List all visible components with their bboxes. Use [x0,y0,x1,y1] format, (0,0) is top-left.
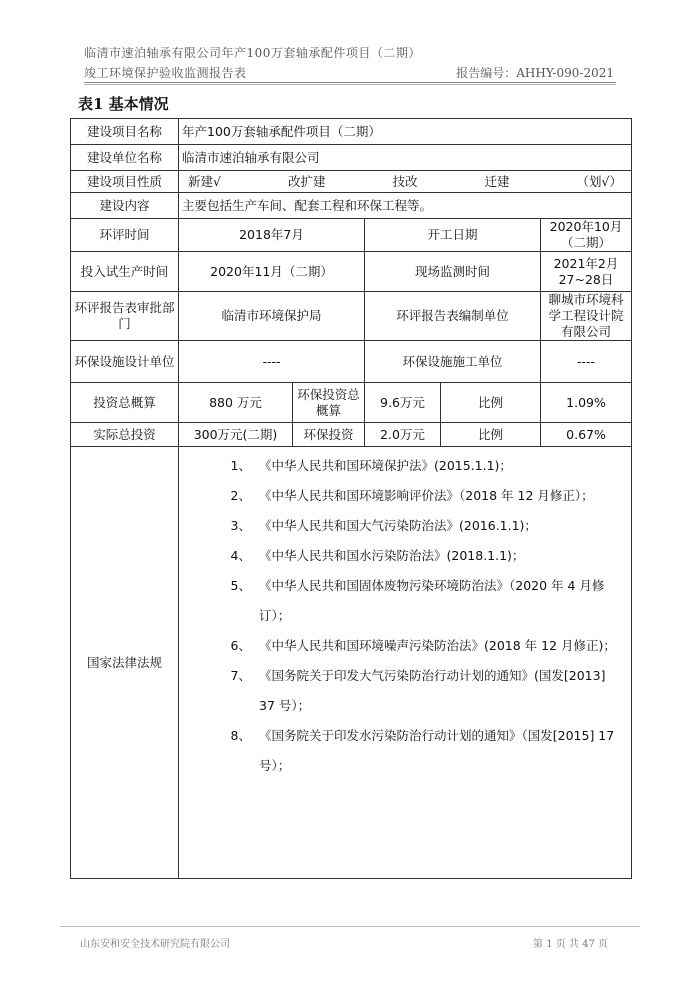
law-item [179,661,621,721]
nature-option: 新建√ [188,173,221,189]
ratio-value: 0.67% [541,423,632,447]
design-value: ---- [179,341,365,383]
footer-organization: 山东安和安全技术研究院有限公司 [80,939,230,950]
table-row [71,383,632,423]
nature-option: 改扩建 [287,173,326,189]
nature-options [179,171,632,193]
law-number: 8、 [230,728,251,743]
content-label: 建设内容 [71,193,179,219]
construct-value: ---- [541,341,632,383]
compile-label: 环评报告表编制单位 [365,292,541,341]
table-row [71,193,632,219]
trial-value: 2020年11月（二期） [179,252,365,292]
nature-option: 技改 [392,173,418,189]
table-row [71,171,632,193]
laws-label: 国家法律法规 [71,447,179,879]
content-value: 主要包括生产车间、配套工程和环保工程等。 [179,193,632,219]
law-number: 7、 [230,668,251,683]
design-label: 环保设施设计单位 [71,341,179,383]
table-row [71,119,632,145]
header-divider [84,82,616,83]
actual-label: 实际总投资 [71,423,179,447]
header-report-number: 报告编号：AHHY-090-2021 [456,66,614,80]
basic-info-table [70,118,632,879]
law-item [179,451,621,481]
table-title: 表1 基本情况 [78,95,169,113]
law-text: 《中华人民共和国环境保护法》(2015.1.1)； [259,458,512,473]
env-invest-label: 环保投资 [293,423,365,447]
law-number: 4、 [230,548,251,563]
unit-label: 建设单位名称 [71,145,179,171]
law-item [179,481,621,511]
law-item [179,721,621,781]
footer-page-number: 第 1 页 共 47 页 [533,939,608,950]
law-text: 《国务院关于印发大气污染防治行动计划的通知》(国发[2013] 37 号）； [259,668,606,713]
law-text: 《中华人民共和国大气污染防治法》(2016.1.1)； [259,518,537,533]
table-row [71,292,632,341]
law-text: 《中华人民共和国环境噪声污染防治法》(2018 年 12 月修正)； [259,638,616,653]
law-text: 《国务院关于印发水污染防治行动计划的通知》（国发[2015] 17 号）； [259,728,615,773]
ratio-label: 比例 [441,383,541,423]
approve-value: 临清市环境保护局 [179,292,365,341]
ratio-value: 1.09% [541,383,632,423]
table-row [71,219,632,252]
law-item [179,631,621,661]
project-name-value: 年产100万套轴承配件项目（二期） [179,119,632,145]
actual-value: 300万元(二期) [179,423,293,447]
env-invest-est-value: 9.6万元 [365,383,441,423]
law-item [179,541,621,571]
eia-time-value: 2018年7月 [179,219,365,252]
law-number: 1、 [230,458,251,473]
law-text: 《中华人民共和国水污染防治法》(2018.1.1)； [259,548,525,563]
law-number: 2、 [230,488,251,503]
nature-label: 建设项目性质 [71,171,179,193]
invest-value: 880 万元 [179,383,293,423]
start-value: 2020年10月（二期） [541,219,632,252]
project-name-label: 建设项目名称 [71,119,179,145]
ratio-label: 比例 [441,423,541,447]
table-row [71,145,632,171]
table-row [71,423,632,447]
nature-option: （划√） [576,173,622,189]
start-label: 开工日期 [365,219,541,252]
header-project-title: 临清市速泊轴承有限公司年产100万套轴承配件项目（二期） [84,46,421,60]
monitor-label: 现场监测时间 [365,252,541,292]
invest-label: 投资总概算 [71,383,179,423]
unit-value: 临清市速泊轴承有限公司 [179,145,632,171]
trial-label: 投入试生产时间 [71,252,179,292]
table-row [71,341,632,383]
law-text: 《中华人民共和国固体废物污染环境防治法》（2020 年 4 月修订）； [259,578,605,623]
law-item [179,571,621,631]
env-invest-value: 2.0万元 [365,423,441,447]
header-report-type: 竣工环境保护验收监测报告表 [84,66,247,80]
law-item [179,511,621,541]
law-number: 3、 [230,518,251,533]
footer-divider [60,926,640,927]
approve-label: 环评报告表审批部门 [71,292,179,341]
construct-label: 环保设施施工单位 [365,341,541,383]
law-number: 5、 [230,578,251,593]
law-text: 《中华人民共和国环境影响评价法》（2018 年 12 月修正）； [259,488,594,503]
compile-value: 聊城市环境科学工程设计院有限公司 [541,292,632,341]
header-divider-thin [84,84,616,85]
monitor-value: 2021年2月27~28日 [541,252,632,292]
law-number: 6、 [230,638,251,653]
env-invest-est-label: 环保投资总概算 [293,383,365,423]
table-row [71,252,632,292]
eia-time-label: 环评时间 [71,219,179,252]
table-row [71,447,632,879]
laws-list [179,447,632,879]
nature-option: 迁建 [484,173,510,189]
